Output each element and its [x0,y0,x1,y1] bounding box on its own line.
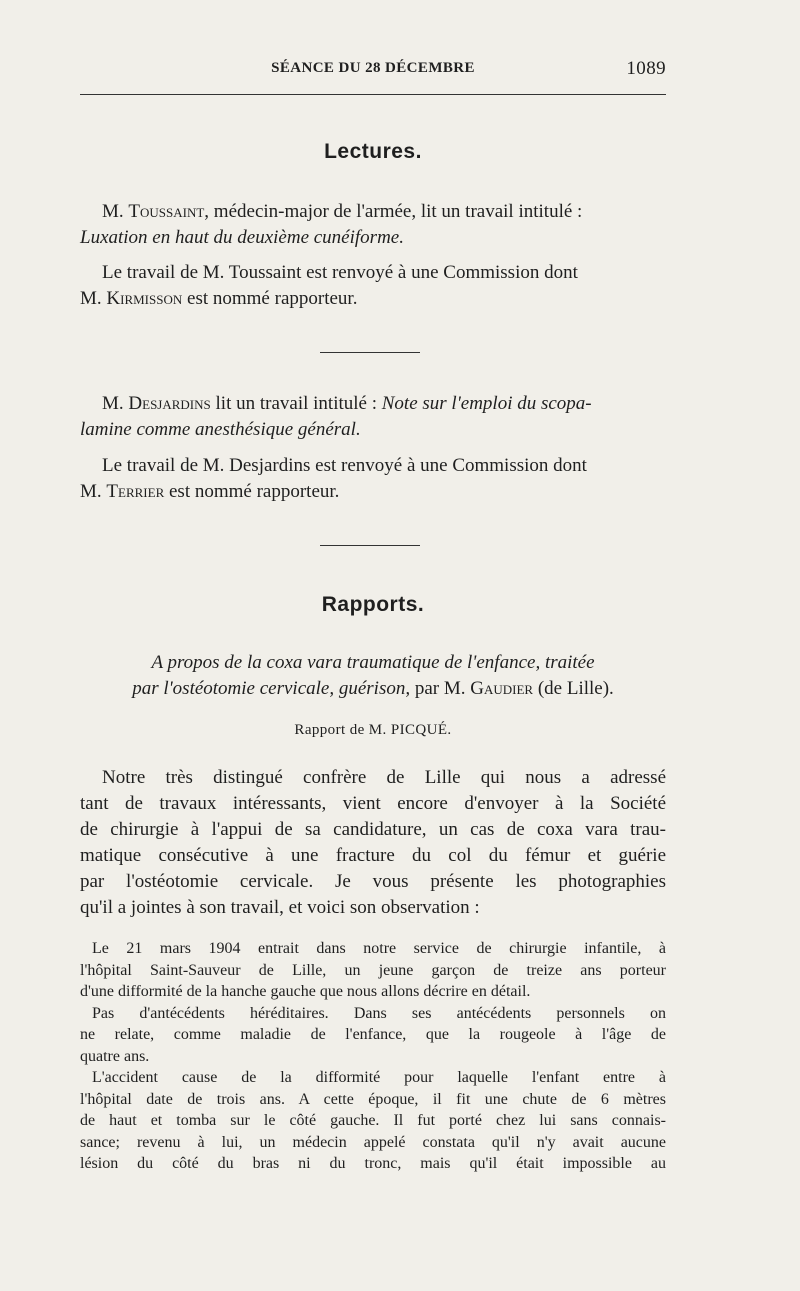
rapporteur-name: Kirmisson [106,288,183,309]
section-heading-rapports: Rapports. [321,593,425,616]
section-heading-lectures: Lectures. [324,140,422,163]
text-line: matique consécutive à une fracture du col du fémur et guérie [80,845,666,866]
text-line: Pas d'antécédents héréditaires. Dans ses antécédents personnels on [92,1004,666,1022]
text-line: tant de travaux intéressants, vient encore d'envoyer à la Société [80,793,666,814]
observation-text [80,938,666,1175]
text-line: ne relate, comme maladie de l'enfance, que la rougeole à l'âge de [80,1026,666,1043]
text-line: quatre ans. [80,1047,150,1065]
rapporteur-name: Terrier [106,481,165,502]
text-line: de haut et tomba sur le côté gauche. Il fut porté chez lui sans connais- [80,1112,666,1129]
text-line: par l'ostéotomie cervicale. Je vous présente les photographies [80,871,666,892]
work-title-part1: Note sur l'emploi du scopa- [381,393,592,414]
paragraph-toussaint-commission: Le travail de M. Toussaint est renvoyé à une Commission dont M. Kirmisson est nommé rapporteur. [80,262,578,309]
text-line: sance; revenu à lui, un médecin appelé constata qu'il n'y avait aucune [80,1133,666,1151]
separator-rule [320,545,420,546]
work-title: Luxation en haut du deuxième cunéiforme. [80,227,404,248]
separator-rule [320,352,420,353]
text-line: qu'il a jointes à son travail, et voici son observation : [80,897,480,918]
paragraph-desjardins: M. Desjardins lit un travail intitulé : Note sur l'emploi du scopa- lamine comme anesthésique général. [80,393,592,440]
running-header-title: SÉANCE DU 28 DÉCEMBRE [271,60,475,76]
work-title-part2: lamine comme anesthésique général. [80,419,361,440]
report-author: Gaudier [470,678,534,699]
text-line: Le 21 mars 1904 entrait dans notre service de chirurgie infantile, à [92,940,666,957]
page-number: 1089 [626,58,666,79]
report-subject-line1: A propos de la coxa vara traumatique de l'enfance, traitée [151,652,595,673]
text-line: l'hôpital Saint-Sauveur de Lille, un jeune garçon de treize ans porteur [80,961,666,979]
paragraph-desjardins-commission: Le travail de M. Desjardins est renvoyé à une Commission dont M. Terrier est nommé rapporteur. [80,455,587,502]
report-subject-line2: par l'ostéotomie cervicale, guérison, [132,678,411,699]
author-name: Toussaint [128,201,205,222]
running-header [80,58,666,84]
text-line: de chirurgie à l'appui de sa candidature, un cas de coxa vara trau- [80,819,666,840]
text-line: l'hôpital date de trois ans. A cette époque, il fit une chute de 6 mètres [80,1090,666,1108]
text-line: d'une difformité de la hanche gauche que nous allons décrire en détail. [80,983,531,1000]
text-line: L'accident cause de la difformité pour laquelle l'enfant entre à [92,1069,666,1086]
author-name: Desjardins [128,393,211,414]
report-byline: Rapport de M. PICQUÉ. [294,722,452,738]
report-intro [80,765,666,921]
paragraph-toussaint: M. Toussaint, médecin-major de l'armée, lit un travail intitulé : Luxation en haut du deuxième cunéiforme. [80,201,583,248]
text-line: lésion du côté du bras ni du tronc, mais qu'il était impossible au [80,1155,666,1172]
report-subject: A propos de la coxa vara traumatique de l'enfance, traitée par l'ostéotomie cervicale, guérison, par M. Gaudier (de Lille). [132,652,614,699]
header-rule [80,94,666,95]
text-line: Notre très distingué confrère de Lille qui nous a adressé [102,767,666,788]
